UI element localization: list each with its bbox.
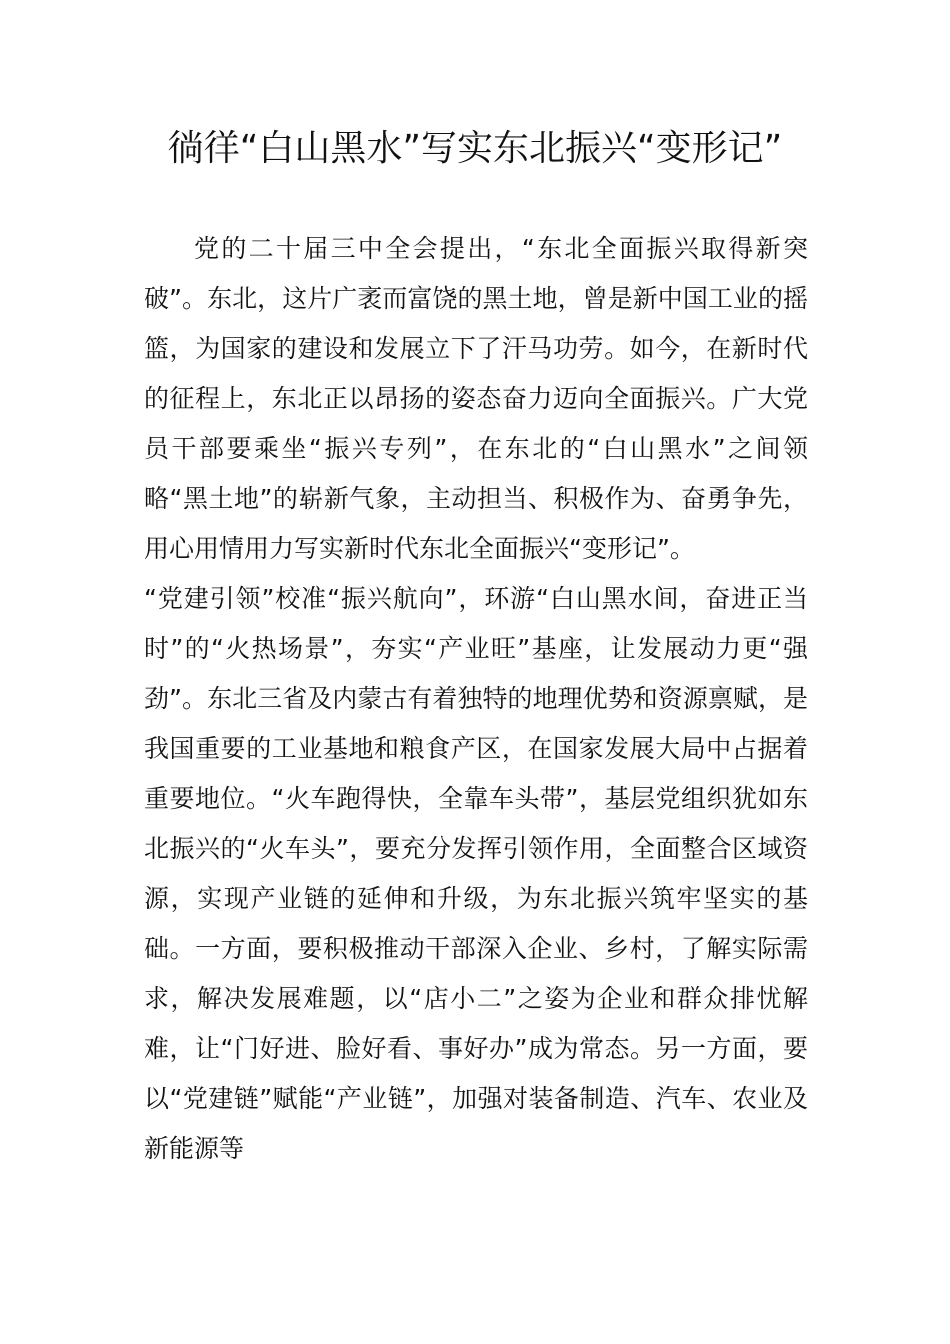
document-body bbox=[144, 224, 808, 1174]
document-title: 徜徉“白山黑水”写实东北振兴“变形记” bbox=[167, 128, 783, 169]
paragraph-1: 党的二十届三中全会提出，“东北全面振兴取得新突破”。东北，这片广袤而富饶的黑土地，曾是新中国工业的摇篮，为国家的建设和发展立下了汗马功劳。如今，在新时代的征程上，东北正以昂扬的姿态奋力迈向全面振兴。广大党员干部要乘坐“振兴专列”，在东北的“白山黑水”之间领略“黑土地”的崭新气象，主动担当、积极作为、奋勇争先，用心用情用力写实新时代东北全面振兴“变形记”。 bbox=[144, 234, 808, 563]
paragraph-2: “党建引领”校准“振兴航向”，环游“白山黑水间，奋进正当时”的“火热场景”，夯实“产业旺”基座，让发展动力更“强劲”。东北三省及内蒙古有着独特的地理优势和资源禀赋，是我国重要的工业基地和粮食产区，在国家发展大局中占据着重要地位。“火车跑得快，全靠车头带”，基层党组织犹如东北振兴的“火车头”，要充分发挥引领作用，全面整合区域资源，实现产业链的延伸和升级，为东北振兴筑牢坚实的基础。一方面，要积极推动干部深入企业、乡村，了解实际需求，解决发展难题，以“店小二”之姿为企业和群众排忧解难，让“门好进、脸好看、事好办”成为常态。另一方面，要以“党建链”赋能“产业链”，加强对装备制造、汽车、农业及新能源等 bbox=[144, 584, 808, 1163]
